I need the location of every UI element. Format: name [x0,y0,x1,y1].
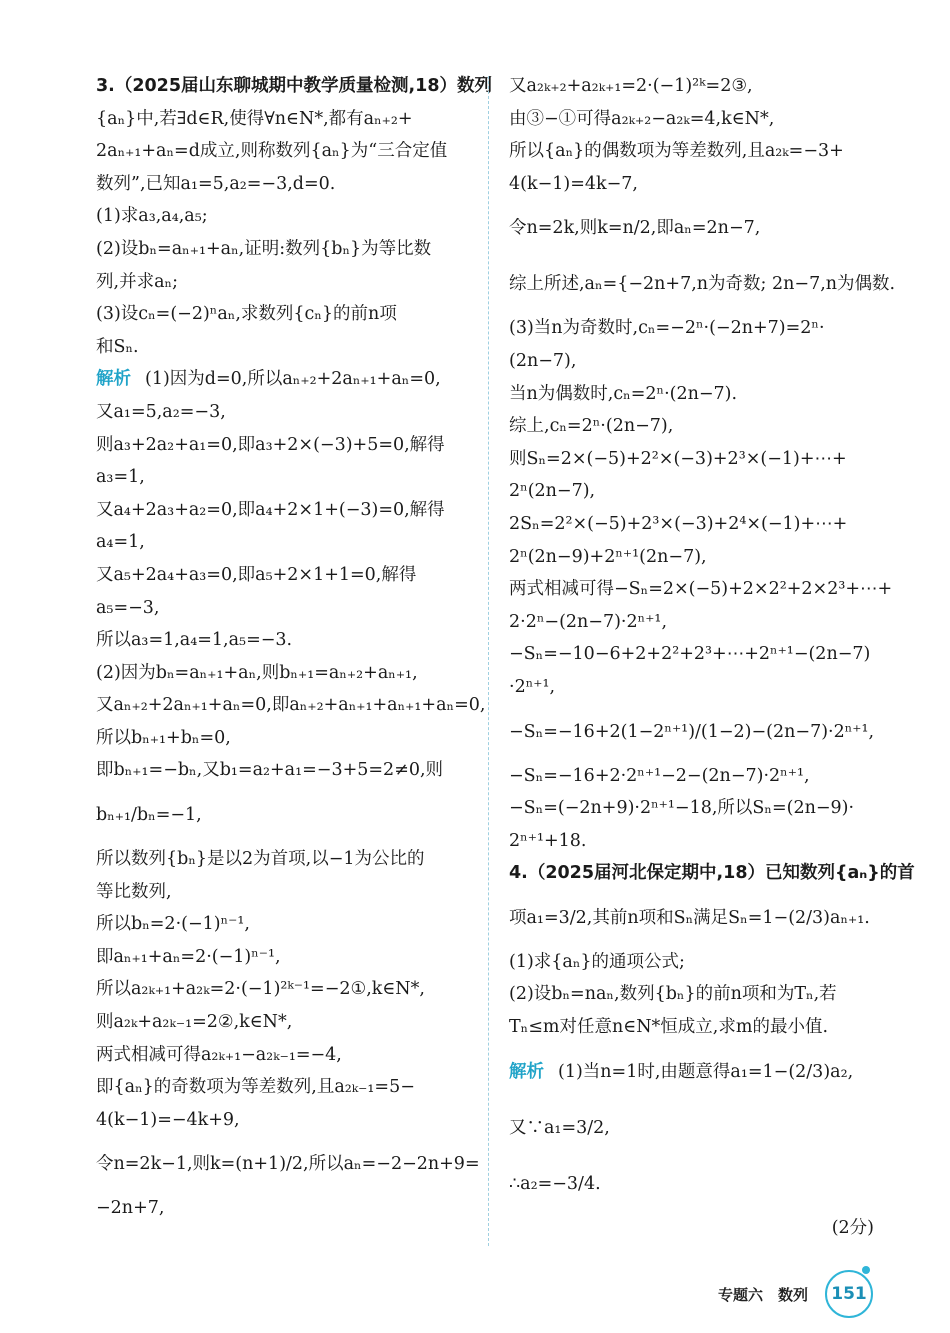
analysis-label: 解析 [509,1061,544,1082]
solution-fraction-line: 令n=2k−1,则k=(n+1)/2,所以aₙ=−2−2n+9= [96,1154,480,1175]
question-4-part-1: (1)求{aₙ}的通项公式; [509,951,685,972]
solution-line: 又a₅+2a₄+a₃=0,即a₅+2×1+1=0,解得 [96,564,417,585]
solution-line: 又a₂ₖ₊₂+a₂ₖ₊₁=2·(−1)²ᵏ=2③, [509,76,753,96]
solution-line: (2n−7), [509,350,577,371]
solution-line: 则Sₙ=2×(−5)+2²×(−3)+2³×(−1)+⋯+ [509,448,847,469]
solution-line: 两式相减可得a₂ₖ₊₁−a₂ₖ₋₁=−4, [96,1044,342,1065]
question-3-part-1: (1)求a₃,a₄,a₅; [96,206,208,227]
solution-fraction-line: 又∵a₁=3/2, [509,1117,610,1138]
solution-line: 2·2ⁿ−(2n−7)·2ⁿ⁺¹, [509,611,668,632]
solution-3-start: 解析 (1)因为d=0,所以aₙ₊₂+2aₙ₊₁+aₙ=0, [96,369,441,390]
question-3-line-2: {aₙ}中,若∃d∈R,使得∀n∈N*,都有aₙ₊₂+ [96,108,413,129]
solution-line: 4(k−1)=−4k+9, [96,1109,240,1130]
solution-line: 2ⁿ⁺¹+18. [509,830,587,851]
solution-line: −2n+7, [96,1198,165,1219]
solution-line: 则a₂ₖ+a₂ₖ₋₁=2②,k∈N*, [96,1012,293,1033]
solution-line: 所以a₂ₖ₊₁+a₂ₖ=2·(−1)²ᵏ⁻¹=−2①,k∈N*, [96,979,425,1000]
question-4-part-2: (2)设bₙ=naₙ,数列{bₙ}的前n项和为Tₙ,若 [509,984,837,1005]
solution-line: 2ⁿ(2n−9)+2ⁿ⁺¹(2n−7), [509,546,707,567]
question-4-line-2: 项a₁=3/2,其前n项和Sₙ满足Sₙ=1−(2/3)aₙ₊₁. [509,907,870,928]
question-4-line-1: 4.（2025届河北保定期中,18）已知数列{aₙ}的首 [509,863,915,884]
solution-line: a₃=1, [96,467,145,488]
solution-line: 综上,cₙ=2ⁿ·(2n−7), [509,416,674,437]
analysis-label: 解析 [96,369,131,390]
solution-fraction-line: 令n=2k,则k=n/2,即aₙ=2n−7, [509,218,761,239]
solution-line: 所以a₃=1,a₄=1,a₅=−3. [96,630,293,651]
solution-line: 即aₙ₊₁+aₙ=2·(−1)ⁿ⁻¹, [96,946,281,967]
solution-line: 4(k−1)=4k−7, [509,173,638,194]
solution-line: 所以bₙ₊₁+bₙ=0, [96,727,231,748]
score-note: (2分) [831,1217,874,1238]
solution-line: 两式相减可得−Sₙ=2×(−5)+2×2²+2×2³+⋯+ [509,579,893,600]
solution-fraction-line: ∴a₂=−3/4. [509,1173,601,1194]
solution-line: 所以bₙ=2·(−1)ⁿ⁻¹, [96,914,250,935]
question-3-part-2-cont: 列,并求aₙ; [96,271,178,292]
solution-line: 又a₁=5,a₂=−3, [96,401,226,422]
solution-line: 即{aₙ}的奇数项为等差数列,且a₂ₖ₋₁=5− [96,1077,415,1098]
solution-line: (2)因为bₙ=aₙ₊₁+aₙ,则bₙ₊₁=aₙ₊₂+aₙ₊₁, [96,662,418,683]
question-3-part-3: (3)设cₙ=(−2)ⁿaₙ,求数列{cₙ}的前n项 [96,304,397,325]
question-3-part-2: (2)设bₙ=aₙ₊₁+aₙ,证明:数列{bₙ}为等比数 [96,238,432,259]
column-divider [488,76,489,1246]
solution-4-start: 解析 (1)当n=1时,由题意得a₁=1−(2/3)a₂, [509,1061,854,1082]
solution-line: a₄=1, [96,532,145,553]
solution-line: 即bₙ₊₁=−bₙ,又b₁=a₂+a₁=−3+5=2≠0,则 [96,760,444,781]
solution-line: 2Sₙ=2²×(−5)+2³×(−3)+2⁴×(−1)+⋯+ [509,513,848,534]
question-3-part-3-cont: 和Sₙ. [96,336,139,357]
question-3-line-1: 3.（2025届山东聊城期中教学质量检测,18）数列 [96,76,493,96]
solution-line: 又aₙ₊₂+2aₙ₊₁+aₙ=0,即aₙ₊₂+aₙ₊₁+aₙ₊₁+aₙ=0, [96,695,486,716]
section-label: 专题六 数列 [718,1286,809,1304]
solution-line: −Sₙ=−10−6+2+2²+2³+⋯+2ⁿ⁺¹−(2n−7) [509,644,871,665]
left-column [96,70,493,1225]
right-column [509,70,915,1244]
page-number: 151 [831,1284,867,1304]
solution-line: a₅=−3, [96,597,160,618]
solution-fraction-line: bₙ₊₁/bₙ=−1, [96,805,202,826]
solution-line: 等比数列, [96,881,172,902]
question-3-line-3: 2aₙ₊₁+aₙ=d成立,则称数列{aₙ}为“三合定值 [96,141,448,162]
solution-line: −Sₙ=(−2n+9)·2ⁿ⁺¹−18,所以Sₙ=(2n−9)· [509,798,855,819]
piecewise-formula: 综上所述,aₙ={−2n+7,n为奇数; 2n−7,n为偶数. [509,274,896,295]
solution-line: 所以{aₙ}的偶数项为等差数列,且a₂ₖ=−3+ [509,141,844,162]
solution-fraction-line: −Sₙ=−16+2(1−2ⁿ⁺¹)/(1−2)−(2n−7)·2ⁿ⁺¹, [509,721,875,742]
solution-line: −Sₙ=−16+2·2ⁿ⁺¹−2−(2n−7)·2ⁿ⁺¹, [509,765,810,786]
question-4-part-2-cont: Tₙ≤m对任意n∈N*恒成立,求m的最小值. [509,1017,829,1038]
page-number-badge [825,1270,873,1318]
solution-line: (3)当n为奇数时,cₙ=−2ⁿ·(−2n+7)=2ⁿ· [509,318,825,339]
solution-line: ·2ⁿ⁺¹, [509,676,556,697]
solution-line: 则a₃+2a₂+a₁=0,即a₃+2×(−3)+5=0,解得 [96,434,445,455]
solution-line: 所以数列{bₙ}是以2为首项,以−1为公比的 [96,849,425,870]
solution-line: 当n为偶数时,cₙ=2ⁿ·(2n−7). [509,383,738,404]
solution-line: 又a₄+2a₃+a₂=0,即a₄+2×1+(−3)=0,解得 [96,499,445,520]
question-3-line-4: 数列”,已知a₁=5,a₂=−3,d=0. [96,173,336,194]
solution-line: 2ⁿ(2n−7), [509,481,596,502]
badge-dot-icon [862,1266,870,1274]
solution-line: 由③−①可得a₂ₖ₊₂−a₂ₖ=4,k∈N*, [509,108,775,129]
